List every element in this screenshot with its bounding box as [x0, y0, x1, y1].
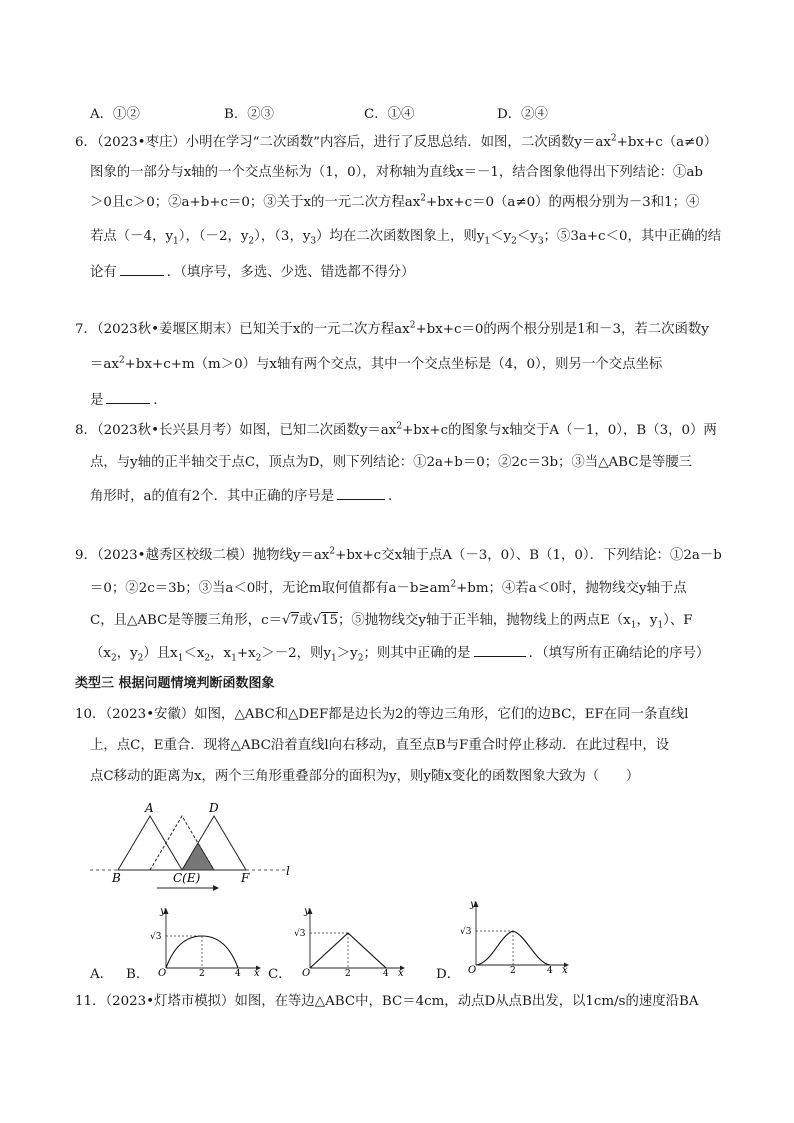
- tick-4-label: 4: [547, 966, 553, 976]
- label-a: A: [145, 801, 154, 815]
- question-8-line-1: 8．（2023秋•长兴县月考）如图，已知二次函数$y=ax^2+bx+c$的图象与x轴交于A（－1，0），B（3，0）两: [75, 421, 717, 438]
- triangle-abc: [118, 816, 182, 870]
- answer-blank[interactable]: [337, 484, 385, 500]
- option-d: D．②④: [497, 107, 548, 122]
- origin-label: O: [302, 968, 311, 978]
- answer-blank[interactable]: [120, 260, 164, 276]
- x-axis-label: x: [254, 968, 260, 978]
- label-d: D: [209, 801, 219, 815]
- label-f: F: [241, 871, 250, 885]
- label-b: B: [112, 871, 121, 885]
- x-axis-label: x: [562, 965, 568, 976]
- graph-b: [146, 900, 264, 978]
- section-heading: 类型三 根据问题情境判断函数图象: [75, 676, 275, 691]
- triangles-figure: [85, 800, 310, 895]
- graph-option-d-label: D．: [436, 967, 461, 982]
- option-c: C．①④: [364, 107, 415, 122]
- question-7-line-1: 7．（2023秋•姜堰区期末）已知关于x的一元二次方程$ax^2+bx+c=0$的两个根分别是1和－3，若二次函数y: [75, 320, 709, 337]
- question-9-line-2: ＝0；②2c＝3b；③当a＜0时，无论m取何值都有$a-b\ge am^2+bm$；④若a＜0时，抛物线交y轴于点: [90, 579, 687, 596]
- question-6-line-4: 若点（－4，$y_1$），（－2，$y_2$），（3，$y_3$）均在二次函数图象上，则$y_1<y_2<y_3$；⑤3a+c＜0，其中正确的结: [90, 229, 722, 247]
- question-9-line-1: 9．（2023•越秀区校级二模）抛物线$y=ax^2+bx+c$交x轴于点A（－3，0）、B（1，0）．下列结论：①2a－b: [75, 546, 722, 563]
- question-10-line-3: 点C移动的距离为x，两个三角形重叠部分的面积为y，则y随x变化的函数图象大致为（ ）: [90, 769, 640, 784]
- graph-d: [456, 895, 574, 977]
- answer-blank[interactable]: [474, 641, 526, 657]
- question-6-line-3: ＞0且c＞0；②a+b+c＝0；③关于x的一元二次方程$ax^2+bx+c=0(a\ne 0)$的两根分别为－3和1；④: [90, 193, 700, 210]
- tick-2-label: 2: [199, 969, 205, 978]
- option-a: A．①②: [90, 107, 140, 122]
- sqrt3-label: √3: [460, 927, 472, 937]
- question-6-line-1: 6．（2023•枣庄）小明在学习“二次函数”内容后，进行了反思总结．如图，二次函数$y=ax^2+bx+c(a\ne 0)$: [75, 133, 718, 150]
- answer-blank[interactable]: [106, 388, 150, 404]
- tick-2-label: 2: [510, 966, 516, 976]
- y-axis-label: y: [470, 899, 476, 910]
- graph-option-b-label: B．: [126, 967, 150, 982]
- question-8-line-3: 角形时，a的值有2个．其中正确的序号是 ．: [90, 484, 402, 507]
- graph-c: [290, 900, 410, 978]
- question-11-line-1: 11．（2023•灯塔市模拟）如图，在等边△ABC中，BC＝4cm，动点D从点B出发，以1cm/s的速度沿BA: [75, 994, 699, 1009]
- question-7-line-2: $=ax^2+bx+c+m(m>0)$与x轴有两个交点，其中一个交点坐标是（4，0），则另一个交点坐标: [90, 355, 663, 372]
- question-10-line-2: 上，点C，E重合．现将△ABC沿着直线l向右移动，直至点B与F重合时停止移动．在此过程中，设: [90, 738, 670, 753]
- question-9-line-4: （$x_2$，$y_2$）且$x_1<x_2$，$x_1+x_2>-2$，则$y_1>y_2$；则其中正确的是 ．（填写所有正确结论的序号）: [90, 641, 709, 664]
- question-10-line-1: 10．（2023•安徽）如图，△ABC和△DEF都是边长为2的等边三角形，它们的边BC，EF在同一条直线l: [75, 707, 689, 722]
- graph-option-c-label: C．: [268, 967, 292, 982]
- y-axis-label: y: [304, 906, 310, 917]
- x-axis-label: x: [398, 968, 404, 978]
- y-axis-label: y: [160, 906, 166, 917]
- question-8-line-2: 点，与y轴的正半轴交于点C，顶点为D，则下列结论：①2a+b＝0；②2c＝3b；③当△ABC是等腰三: [90, 455, 693, 470]
- question-6-line-2: 图象的一部分与x轴的一个交点坐标为（1，0），对称轴为直线x＝－1，结合图象他得出下列结论：①ab: [90, 165, 703, 180]
- origin-label: O: [468, 965, 477, 976]
- tick-4-label: 4: [383, 969, 389, 978]
- tick-4-label: 4: [235, 969, 241, 978]
- arrow-head-icon: [213, 885, 219, 891]
- origin-label: O: [158, 968, 167, 978]
- overlap-region: [182, 843, 214, 870]
- sqrt3-label: √3: [150, 932, 162, 942]
- option-b: B．②③: [224, 107, 275, 122]
- question-7-line-3: 是 ．: [90, 388, 167, 411]
- label-l: l: [286, 864, 290, 878]
- question-6-line-5: 论有 ．（填序号，多选、少选、错选都不得分）: [90, 260, 415, 283]
- sqrt3-label: √3: [294, 929, 306, 939]
- question-9-line-3: C，且△ABC是等腰三角形，c＝√7或√15；⑤抛物线交y轴于正半轴，抛物线上的两点$E(x_1$，$y_1$）、F: [90, 613, 693, 631]
- label-ce: C(E): [173, 871, 201, 885]
- sqrt-symbol: √: [281, 613, 291, 628]
- graph-option-a-label: A．: [90, 967, 114, 982]
- tick-2-label: 2: [345, 969, 351, 978]
- sqrt-symbol: √: [312, 613, 321, 628]
